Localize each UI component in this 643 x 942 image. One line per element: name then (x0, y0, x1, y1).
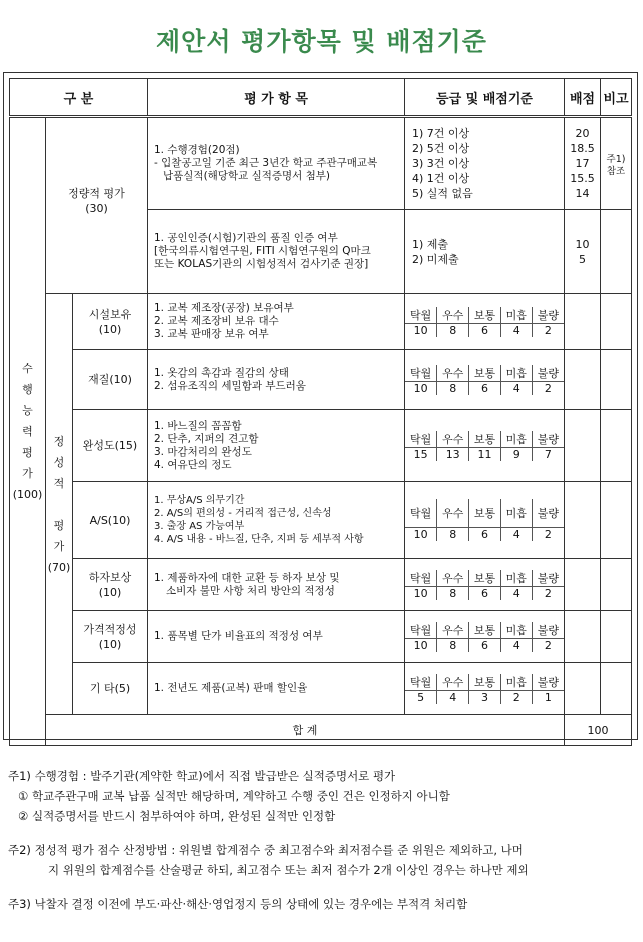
qual-row-etc (10, 663, 632, 715)
qual-row-material (10, 350, 632, 410)
performance-label: 수 행 능 력 평 가 (100) (10, 117, 46, 746)
qual-grade-completion: 탁월 우수 보통 미흡 불량 15 13 11 9 7 (405, 410, 565, 482)
qual-name-price: 가격적정성 (10) (73, 611, 148, 663)
qual-item-price: 1. 품목별 단가 비율표의 적정성 여부 (148, 611, 405, 663)
quant-criteria-certification: 1) 제출 2) 미제출 (405, 210, 565, 294)
qual-grade-material: 탁월 우수 보통 미흡 불량 10 8 6 4 2 (405, 350, 565, 410)
total-label: 합 계 (46, 715, 565, 746)
qual-name-etc: 기 타(5) (73, 663, 148, 715)
remark-note: 주1) 참조 (601, 117, 632, 210)
note-1b: ② 실적증명서를 반드시 첨부하여야 하며, 완성된 실적만 인정함 (18, 809, 336, 823)
qual-row-defect (10, 559, 632, 611)
qual-row-completion (10, 410, 632, 482)
document-title: 제안서 평가항목 및 배점기준 (156, 27, 487, 56)
total-row (10, 715, 632, 746)
header-items: 평 가 항 목 (148, 79, 405, 117)
remark-empty (601, 210, 632, 294)
header-remark: 비고 (601, 79, 632, 117)
quant-scores-certification: 10 5 (565, 210, 601, 294)
note-2b: 지 위원의 합계점수를 산술평균 하되, 최고점수 또는 최저 점수가 2개 이상인 경우는 하나만 제외 (48, 863, 529, 877)
qual-row-as (10, 482, 632, 559)
qual-row-facility (10, 294, 632, 350)
note-2: 주2) 정성적 평가 점수 산정방법 : 위원별 합계점수 중 최고점수와 최저점수를 준 위원은 제외하고, 나머 (8, 843, 523, 857)
qual-item-material: 1. 옷감의 촉감과 질감의 상태 2. 섬유조직의 세밀함과 부드러움 (148, 350, 405, 410)
qual-item-completion: 1. 바느질의 꼼꼼함 2. 단추, 지퍼의 견고함 3. 마감처리의 완성도 4. 여유단의 정도 (148, 410, 405, 482)
quant-row-experience (10, 117, 632, 210)
quant-item-experience: 1. 수행경험(20점) - 입찰공고일 기준 최근 3년간 학교 주관구매교복 납품실적(해당학교 실적증명서 첨부) (148, 117, 405, 210)
qual-grade-defect: 탁월 우수 보통 미흡 불량 10 8 6 4 2 (405, 559, 565, 611)
note-1: 주1) 수행경험 : 발주기관(계약한 학교)에서 직접 발급받은 실적증명서로 평가 (8, 769, 396, 783)
footnotes (8, 766, 640, 914)
quant-item-certification: 1. 공인인증(시험)기관의 품질 인증 여부 [한국의류시험연구원, FITI 시험연구원의 Q마크 또는 KOLAS기관의 시험성적서 검사기준 권장] (148, 210, 405, 294)
qual-grade-as: 탁월 우수 보통 미흡 불량 10 8 6 4 2 (405, 482, 565, 559)
qual-grade-etc: 탁월 우수 보통 미흡 불량 5 4 3 2 1 (405, 663, 565, 715)
qual-name-as: A/S(10) (73, 482, 148, 559)
note-3: 주3) 낙찰자 결정 이전에 부도·파산·해산·영업정지 등의 상태에 있는 경우에는 부적격 처리함 (8, 897, 468, 911)
quant-scores-experience: 20 18.5 17 15.5 14 (565, 117, 601, 210)
qual-item-etc: 1. 전년도 제품(교복) 판매 할인율 (148, 663, 405, 715)
header-score: 배점 (565, 79, 601, 117)
header-row (10, 79, 632, 117)
quant-criteria-experience: 1) 7건 이상 2) 5건 이상 3) 3건 이상 4) 1건 이상 5) 실적 없음 (405, 117, 565, 210)
qualitative-label: 정 성 적 평 가 (70) (46, 294, 73, 715)
note-1a: ① 학교주관구매 교복 납품 실적만 해당하며, 계약하고 수행 중인 건은 인정하지 아니함 (18, 789, 450, 803)
qual-item-as: 1. 무상A/S 의무기간 2. A/S의 편의성 - 거리적 접근성, 신속성 3. 출장 AS 가능여부 4. A/S 내용 - 바느질, 단추, 지퍼 등 세부적 사항 (148, 482, 405, 559)
qual-grade-price: 탁월 우수 보통 미흡 불량 10 8 6 4 2 (405, 611, 565, 663)
evaluation-table (9, 78, 632, 746)
qual-row-price (10, 611, 632, 663)
qual-item-defect: 1. 제품하자에 대한 교환 등 하자 보상 및 소비자 불만 사항 처리 방안의 적정성 (148, 559, 405, 611)
qual-grade-facility: 탁월 우수 보통 미흡 불량 10 8 6 4 2 (405, 294, 565, 350)
header-category: 구 분 (10, 79, 148, 117)
quantitative-label: 정량적 평가 (30) (46, 117, 148, 294)
qual-item-facility: 1. 교복 제조장(공장) 보유여부 2. 교복 제조장비 보유 대수 3. 교복 판매장 보유 여부 (148, 294, 405, 350)
qual-name-material: 재질(10) (73, 350, 148, 410)
qual-name-defect: 하자보상 (10) (73, 559, 148, 611)
total-value: 100 (565, 715, 632, 746)
qual-name-facility: 시설보유 (10) (73, 294, 148, 350)
header-grade: 등급 및 배점기준 (405, 79, 565, 117)
qual-name-completion: 완성도(15) (73, 410, 148, 482)
